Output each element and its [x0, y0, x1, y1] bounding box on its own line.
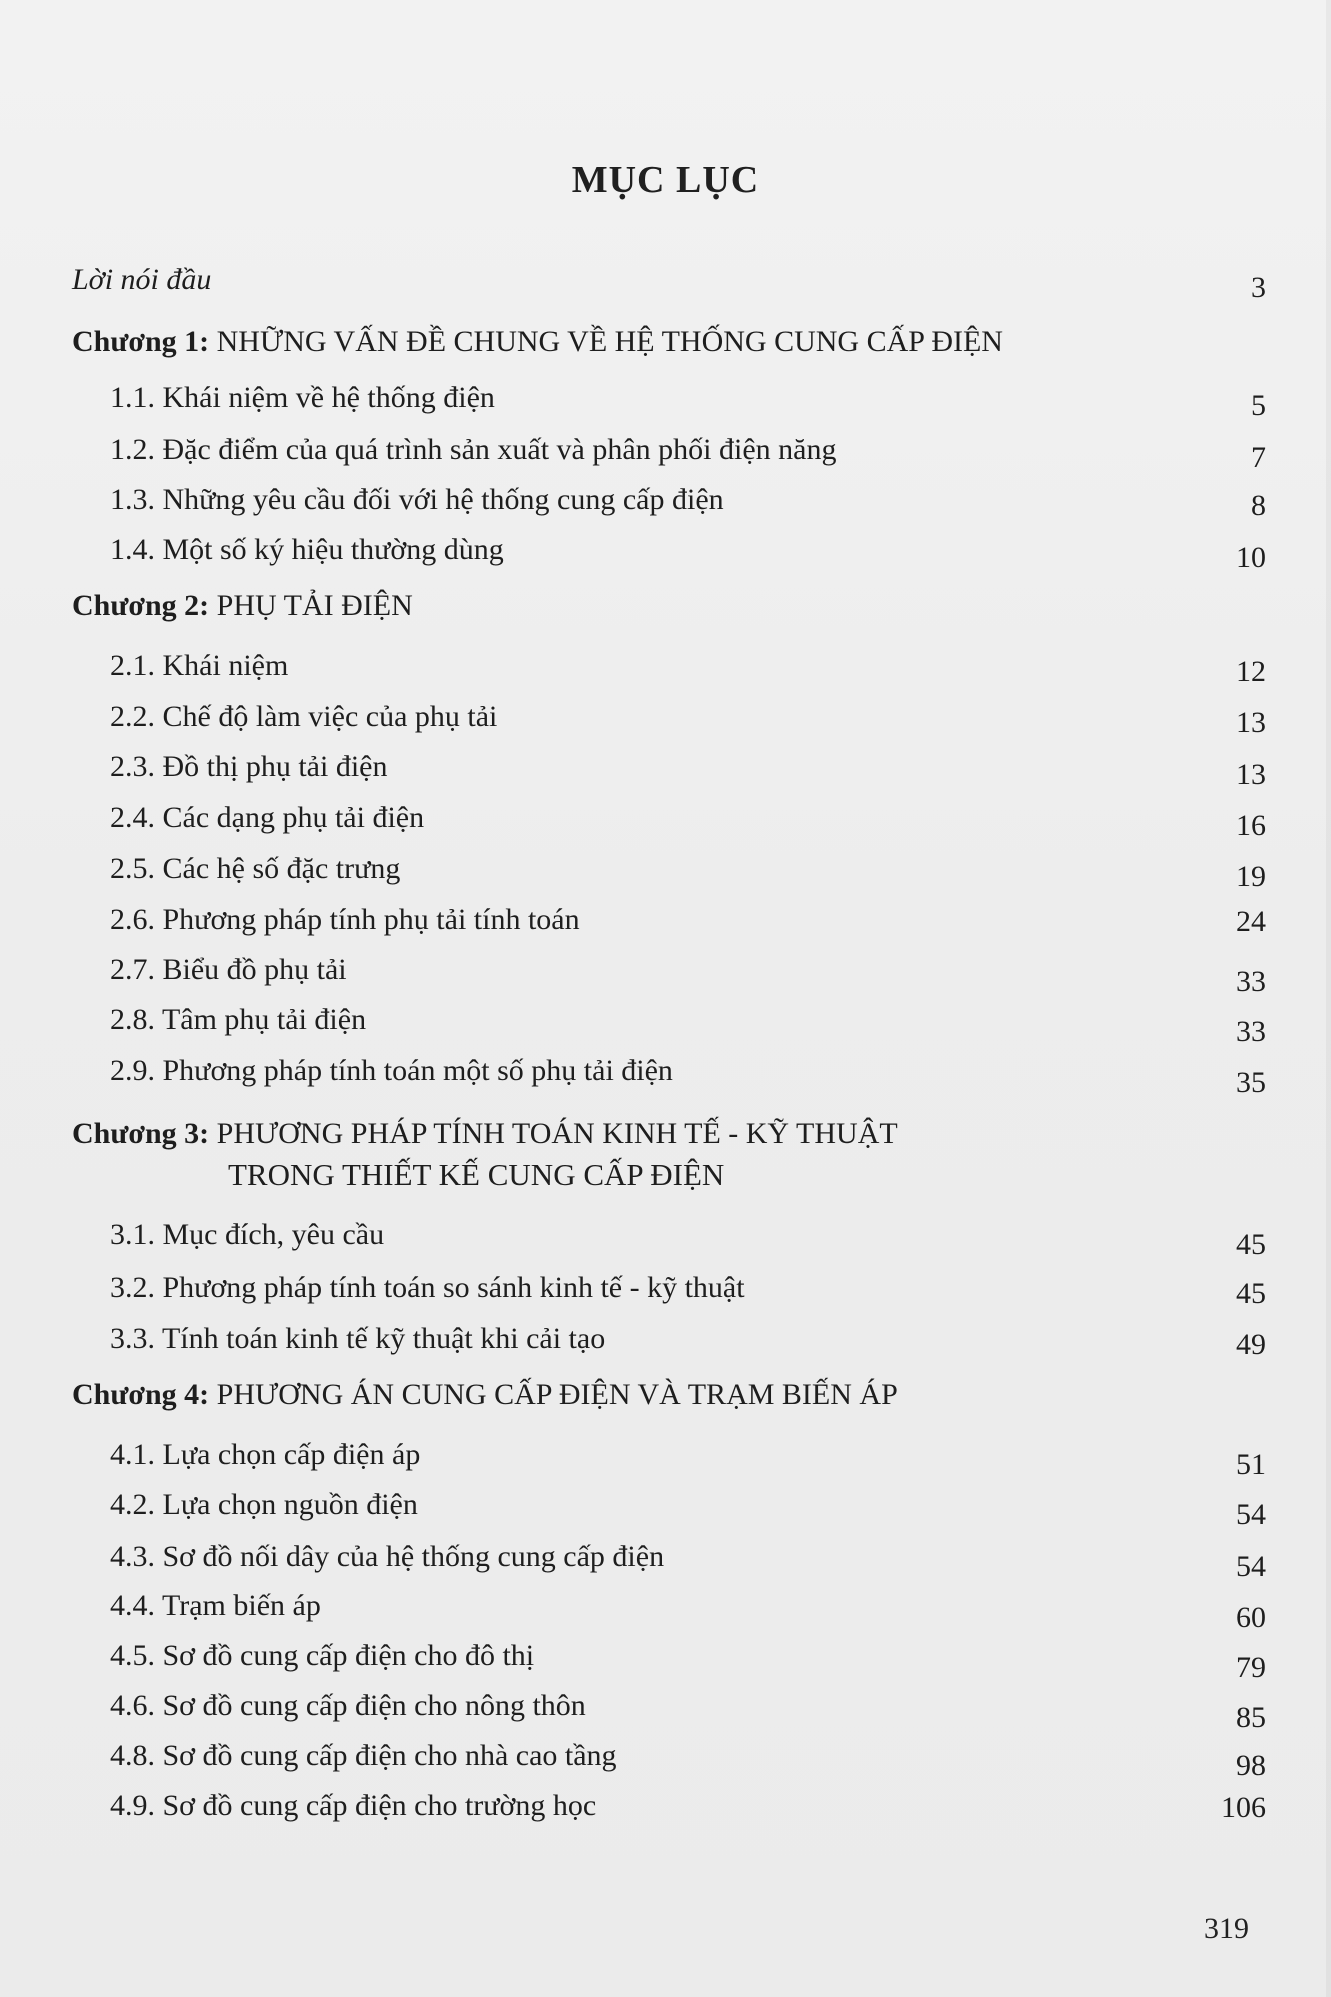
toc-entry-page: 13: [1236, 758, 1266, 791]
toc-entry-page: 5: [1251, 389, 1266, 422]
toc-entry-page: 8: [1251, 489, 1266, 522]
toc-entry: [0, 428, 1331, 472]
toc-entry-page: 24: [1236, 905, 1266, 938]
toc-entry-page: 54: [1236, 1550, 1266, 1583]
toc-entry: [0, 998, 1331, 1048]
toc-entry-page: 13: [1236, 706, 1266, 739]
toc-entry-page: 10: [1236, 541, 1266, 574]
page-number: 319: [1204, 1912, 1249, 1945]
toc-entry-page: 98: [1236, 1749, 1266, 1782]
chapter-label: Chương 1:: [72, 325, 210, 358]
toc-entry-label: 2.9. Phương pháp tính toán một số phụ tải điện: [110, 1054, 673, 1087]
chapter-title: NHỮNG VẤN ĐỀ CHUNG VỀ HỆ THỐNG CUNG CẤP ĐIỆN: [216, 325, 1003, 358]
toc-entry: [0, 948, 1331, 998]
toc-entry-page: 45: [1236, 1228, 1266, 1261]
chapter-title: PHƯƠNG ÁN CUNG CẤP ĐIỆN VÀ TRẠM BIẾN ÁP: [216, 1378, 898, 1411]
toc-entry-label: 2.4. Các dạng phụ tải điện: [110, 801, 425, 834]
chapter-title: PHƯƠNG PHÁP TÍNH TOÁN KINH TẾ - KỸ THUẬT: [216, 1117, 898, 1150]
toc-entry: [0, 1049, 1331, 1099]
toc-entry-page: 85: [1236, 1701, 1266, 1734]
toc-entry-intro: [0, 258, 1331, 302]
toc-entry: [0, 898, 1331, 942]
chapter-heading-3: [0, 1112, 1331, 1156]
toc-entry-label: 2.3. Đồ thị phụ tải điện: [110, 750, 388, 783]
toc-entry-page: 7: [1251, 441, 1266, 474]
toc-entry-label: 4.5. Sơ đồ cung cấp điện cho đô thị: [110, 1639, 535, 1672]
toc-entry-page: 12: [1236, 655, 1266, 688]
toc-entry-page: 49: [1236, 1328, 1266, 1361]
toc-entry-page: 45: [1236, 1277, 1266, 1310]
toc-entry-label: 3.3. Tính toán kinh tế kỹ thuật khi cải tạo: [110, 1322, 606, 1355]
toc-entry-label: 1.2. Đặc điểm của quá trình sản xuất và phân phối điện năng: [110, 433, 837, 466]
toc-entry: [0, 1266, 1331, 1310]
toc-entry: [0, 376, 1331, 420]
toc-entry: [0, 796, 1331, 840]
toc-entry-label: 2.8. Tâm phụ tải điện: [110, 1003, 367, 1036]
toc-entry: [0, 1317, 1331, 1361]
page-title: MỤC LỤC: [571, 159, 760, 201]
chapter-label: Chương 4:: [72, 1378, 210, 1411]
toc-entry-label: 1.1. Khái niệm về hệ thống điện: [110, 381, 495, 414]
chapter-label: Chương 2:: [72, 589, 210, 622]
toc-entry-label: Lời nói đầu: [72, 263, 212, 296]
toc-entry: [0, 644, 1331, 688]
toc-entry: [0, 1734, 1331, 1782]
chapter-heading-1: [0, 320, 1331, 364]
toc-entry-label: 4.6. Sơ đồ cung cấp điện cho nông thôn: [110, 1689, 586, 1722]
toc-entry: [0, 695, 1331, 739]
toc-entry-page: 35: [1236, 1066, 1266, 1099]
toc-entry: [0, 1213, 1331, 1261]
chapter-heading-2: [0, 584, 1331, 628]
toc-entry-label: 4.4. Trạm biến áp: [110, 1589, 321, 1622]
toc-entry-label: 2.1. Khái niệm: [110, 649, 289, 682]
chapter-heading-4: [0, 1373, 1331, 1417]
toc-entry-label: 2.6. Phương pháp tính phụ tải tính toán: [110, 903, 580, 936]
toc-entry-label: 4.3. Sơ đồ nối dây của hệ thống cung cấp điện: [110, 1540, 665, 1573]
toc-entry-page: 16: [1236, 809, 1266, 842]
toc-entry-page: 51: [1236, 1448, 1266, 1481]
toc-entry: [0, 1784, 1331, 1828]
toc-entry-page: 79: [1236, 1651, 1266, 1684]
toc-entry-label: 4.8. Sơ đồ cung cấp điện cho nhà cao tầng: [110, 1739, 617, 1772]
toc-entry: [0, 847, 1331, 891]
chapter-title-continuation: TRONG THIẾT KẾ CUNG CẤP ĐIỆN: [228, 1157, 725, 1192]
toc-entry-label: 4.2. Lựa chọn nguồn điện: [110, 1488, 418, 1521]
chapter-title: PHỤ TẢI ĐIỆN: [216, 589, 413, 622]
toc-entry-label: 3.2. Phương pháp tính toán so sánh kinh tế - kỹ thuật: [110, 1271, 745, 1304]
toc-entry-label: 1.3. Những yêu cầu đối với hệ thống cung cấp điện: [110, 483, 724, 516]
toc-entry-label: 4.1. Lựa chọn cấp điện áp: [110, 1438, 421, 1471]
toc-entry-page: 54: [1236, 1498, 1266, 1531]
toc-entry-page: 60: [1236, 1601, 1266, 1634]
toc-entry: [0, 528, 1331, 572]
toc-entry: [0, 1584, 1331, 1634]
toc-entry-page: 106: [1221, 1791, 1266, 1824]
toc-entry-label: 2.2. Chế độ làm việc của phụ tải: [110, 700, 498, 733]
toc-entry-page: 33: [1236, 965, 1266, 998]
toc-entry: [0, 1634, 1331, 1684]
toc-entry-label: 3.1. Mục đích, yêu cầu: [110, 1218, 385, 1251]
toc-entry-label: 2.5. Các hệ số đặc trưng: [110, 852, 401, 885]
toc-entry-label: 1.4. Một số ký hiệu thường dùng: [110, 533, 504, 566]
toc-entry-label: 4.9. Sơ đồ cung cấp điện cho trường học: [110, 1789, 597, 1822]
toc-entry-page: 3: [1251, 271, 1266, 304]
toc-entry: [0, 1433, 1331, 1481]
chapter-label: Chương 3:: [72, 1117, 210, 1150]
toc-entry-label: 2.7. Biểu đồ phụ tải: [110, 953, 347, 986]
toc-entry: [0, 1684, 1331, 1734]
toc-entry: [0, 745, 1331, 789]
toc-entry: [0, 1535, 1331, 1583]
toc-entry: [0, 1483, 1331, 1531]
toc-entry-page: 19: [1236, 860, 1266, 893]
toc-entry-page: 33: [1236, 1015, 1266, 1048]
toc-entry: [0, 478, 1331, 522]
